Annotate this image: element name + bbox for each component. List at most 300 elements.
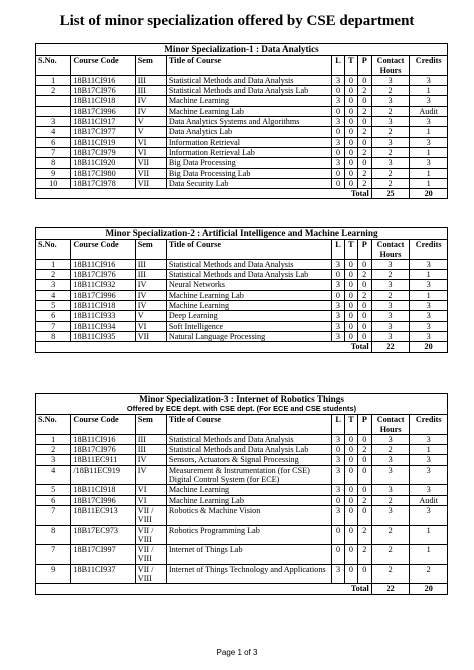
l-cell: 3 (332, 321, 345, 331)
course-row (36, 280, 448, 290)
sem-cell: IV (135, 455, 166, 465)
l-cell: 0 (332, 445, 345, 455)
course-code-cell: 18B17CI996 (71, 106, 135, 116)
course-code-header: Course Code (71, 56, 135, 76)
course-title-cell: Machine Learning Lab (166, 106, 331, 116)
contact-hours-cell: 3 (371, 75, 410, 85)
l-header: L (332, 240, 345, 260)
l-cell: 3 (332, 96, 345, 106)
course-title-cell: Statistical Methods and Data Analysis (166, 259, 331, 269)
t-header: T (344, 240, 357, 260)
t-cell: 0 (344, 321, 357, 331)
sem-cell: VII / VIII (135, 505, 166, 525)
total-row (36, 342, 448, 352)
credits-cell: 3 (410, 137, 448, 147)
contact-hours-cell: 3 (371, 259, 410, 269)
sno-cell: 8 (36, 525, 71, 545)
course-code-cell: 18B11CI916 (71, 75, 135, 85)
page-title: List of minor specialization offered by CSE department (59, 13, 415, 29)
credits-cell: 3 (410, 331, 448, 341)
t-cell: 0 (344, 505, 357, 525)
sno-cell: 2 (36, 270, 71, 280)
total-contact-hours: 25 (371, 189, 410, 199)
course-row (36, 505, 448, 525)
course-code-cell: 18B11CI933 (71, 311, 135, 321)
p-cell: 2 (357, 168, 371, 178)
contact-hours-cell: 3 (371, 321, 410, 331)
course-title-cell: Robotics & Machine Vision (166, 505, 331, 525)
p-cell: 0 (357, 96, 371, 106)
p-cell: 0 (357, 75, 371, 85)
course-row (36, 75, 448, 85)
course-code-cell: 18B11CI920 (71, 158, 135, 168)
course-title-cell: Internet of Things Technology and Applications (166, 564, 331, 584)
course-row (36, 331, 448, 341)
l-cell: 3 (332, 505, 345, 525)
t-cell: 0 (344, 290, 357, 300)
contact-hours-cell: 3 (371, 434, 410, 444)
p-cell: 2 (357, 178, 371, 188)
sno-cell: 1 (36, 259, 71, 269)
specialization-heading-row (36, 44, 448, 56)
sno-cell: 7 (36, 545, 71, 565)
specialization-name: Minor Specialization-2 : Artificial Intelligence and Machine Learning (105, 228, 378, 238)
p-cell: 0 (357, 301, 371, 311)
p-header: P (357, 56, 371, 76)
sno-cell (36, 106, 71, 116)
l-cell: 3 (332, 485, 345, 495)
t-cell: 0 (344, 96, 357, 106)
course-code-cell: 18B11CI918 (71, 485, 135, 495)
p-cell: 0 (357, 117, 371, 127)
contact-hours-cell: 2 (371, 545, 410, 565)
t-cell: 0 (344, 545, 357, 565)
p-header: P (357, 240, 371, 260)
credits-cell: 1 (410, 525, 448, 545)
sno-cell: 7 (36, 147, 71, 157)
credits-cell: 1 (410, 168, 448, 178)
t-cell: 0 (344, 106, 357, 116)
course-title-cell: Soft Intelligence (166, 321, 331, 331)
course-title-cell: Machine Learning (166, 485, 331, 495)
credits-cell: 1 (410, 127, 448, 137)
contact-hours-cell: 2 (371, 127, 410, 137)
sem-cell: VII / VIII (135, 545, 166, 565)
sem-header: Sem (135, 240, 166, 260)
t-cell: 0 (344, 301, 357, 311)
credits-header: Credits (410, 56, 448, 76)
p-cell: 0 (357, 505, 371, 525)
p-cell: 2 (357, 545, 371, 565)
sem-cell: VI (135, 147, 166, 157)
contact-hours-cell: 3 (371, 158, 410, 168)
p-cell: 0 (357, 331, 371, 341)
course-code-cell: /18B11EC919 (71, 465, 135, 485)
credits-cell: 3 (410, 505, 448, 525)
contact-hours-cell: 3 (371, 505, 410, 525)
course-title-cell: Statistical Methods and Data Analysis (166, 75, 331, 85)
course-title-cell: Statistical Methods and Data Analysis Lab (166, 270, 331, 280)
course-title-cell: Data Analytics Lab (166, 127, 331, 137)
t-cell: 0 (344, 117, 357, 127)
p-cell: 0 (357, 311, 371, 321)
sno-cell: 7 (36, 321, 71, 331)
sem-cell: IV (135, 465, 166, 485)
credits-cell: 3 (410, 280, 448, 290)
course-code-cell: 18B17CI978 (71, 178, 135, 188)
l-cell: 0 (332, 178, 345, 188)
column-header-row (36, 415, 448, 435)
sno-cell: 6 (36, 137, 71, 147)
sno-cell: 3 (36, 280, 71, 290)
t-cell: 0 (344, 127, 357, 137)
course-code-cell: 18B17CI976 (71, 445, 135, 455)
course-row (36, 434, 448, 444)
sem-cell: VI (135, 137, 166, 147)
sem-cell: IV (135, 96, 166, 106)
course-row (36, 147, 448, 157)
t-cell: 0 (344, 86, 357, 96)
l-cell: 0 (332, 545, 345, 565)
credits-cell: 3 (410, 158, 448, 168)
credits-cell: 3 (410, 117, 448, 127)
column-header-row (36, 240, 448, 260)
t-cell: 0 (344, 259, 357, 269)
t-cell: 0 (344, 178, 357, 188)
course-code-cell: 18B11CI916 (71, 259, 135, 269)
total-row (36, 189, 448, 199)
course-row (36, 259, 448, 269)
sno-cell: 9 (36, 168, 71, 178)
p-cell: 2 (357, 106, 371, 116)
sno-cell: 5 (36, 301, 71, 311)
course-title-cell: Big Data Processing (166, 158, 331, 168)
l-cell: 3 (332, 158, 345, 168)
contact-hours-header: Contact Hours (371, 415, 410, 435)
sem-cell: VII (135, 168, 166, 178)
credits-cell: 3 (410, 434, 448, 444)
course-row (36, 545, 448, 565)
course-row (36, 311, 448, 321)
specialization-table-2 (35, 227, 448, 353)
t-cell: 0 (344, 137, 357, 147)
total-label: Total (36, 342, 372, 352)
t-cell: 0 (344, 465, 357, 485)
credits-header: Credits (410, 240, 448, 260)
t-cell: 0 (344, 158, 357, 168)
contact-hours-cell: 2 (371, 86, 410, 96)
sem-cell: III (135, 259, 166, 269)
specialization-heading (36, 44, 448, 56)
specialization-heading-row (36, 228, 448, 240)
p-cell: 0 (357, 434, 371, 444)
specialization-name: Minor Specialization-1 : Data Analytics (164, 44, 319, 54)
total-label: Total (36, 189, 372, 199)
sno-cell: 6 (36, 495, 71, 505)
course-title-cell: Machine Learning Lab (166, 290, 331, 300)
course-code-cell: 18B17CI996 (71, 495, 135, 505)
course-code-cell: 18B17CI979 (71, 147, 135, 157)
course-code-cell: 18B11CI918 (71, 301, 135, 311)
contact-hours-cell: 2 (371, 445, 410, 455)
sno-cell: 2 (36, 445, 71, 455)
p-cell: 0 (357, 137, 371, 147)
l-cell: 3 (332, 465, 345, 485)
course-title-cell: Robotics Programming Lab (166, 525, 331, 545)
course-code-cell: 18B17EC973 (71, 525, 135, 545)
sno-cell: 7 (36, 505, 71, 525)
sno-cell: 3 (36, 455, 71, 465)
contact-hours-header: Contact Hours (371, 240, 410, 260)
t-cell: 0 (344, 564, 357, 584)
credits-cell: 3 (410, 311, 448, 321)
specialization-table-1 (35, 43, 448, 199)
course-title-cell: Natural Language Processing (166, 331, 331, 341)
sno-cell: 6 (36, 311, 71, 321)
course-code-cell: 18B17CI996 (71, 290, 135, 300)
l-cell: 3 (332, 331, 345, 341)
credits-cell: 1 (410, 445, 448, 455)
course-title-cell: Information Retrieval (166, 137, 331, 147)
l-cell: 0 (332, 86, 345, 96)
t-cell: 0 (344, 434, 357, 444)
t-cell: 0 (344, 495, 357, 505)
sem-cell: V (135, 127, 166, 137)
course-code-cell: 18B11CI937 (71, 564, 135, 584)
total-contact-hours: 22 (371, 584, 410, 594)
title-header: Title of Course (166, 415, 331, 435)
p-cell: 2 (357, 270, 371, 280)
p-cell: 0 (357, 564, 371, 584)
credits-cell: 2 (410, 564, 448, 584)
column-header-row (36, 56, 448, 76)
sno-header: S.No. (36, 240, 71, 260)
credits-cell: 3 (410, 485, 448, 495)
course-row (36, 455, 448, 465)
contact-hours-cell: 3 (371, 331, 410, 341)
sem-cell: VI (135, 485, 166, 495)
sem-cell: IV (135, 301, 166, 311)
sno-cell: 4 (36, 290, 71, 300)
course-row (36, 117, 448, 127)
credits-cell: 3 (410, 96, 448, 106)
course-row (36, 178, 448, 188)
course-row (36, 86, 448, 96)
credits-header: Credits (410, 415, 448, 435)
total-label: Total (36, 584, 372, 594)
p-cell: 2 (357, 445, 371, 455)
sem-cell: III (135, 434, 166, 444)
sem-cell: VII (135, 331, 166, 341)
sem-header: Sem (135, 56, 166, 76)
p-cell: 2 (357, 495, 371, 505)
contact-hours-cell: 2 (371, 147, 410, 157)
contact-hours-cell: 3 (371, 96, 410, 106)
course-row (36, 321, 448, 331)
t-cell: 0 (344, 311, 357, 321)
l-cell: 3 (332, 564, 345, 584)
course-title-cell: Statistical Methods and Data Analysis Lab (166, 86, 331, 96)
contact-hours-cell: 2 (371, 270, 410, 280)
course-title-cell: Measurement & Instrumentation (for CSE) Digital Control System (for ECE) (166, 465, 331, 485)
p-cell: 0 (357, 465, 371, 485)
credits-cell: 1 (410, 290, 448, 300)
contact-hours-cell: 2 (371, 106, 410, 116)
sem-cell: III (135, 75, 166, 85)
course-code-cell: 18B11CI918 (71, 96, 135, 106)
t-cell: 0 (344, 525, 357, 545)
total-contact-hours: 22 (371, 342, 410, 352)
sem-cell: VII / VIII (135, 525, 166, 545)
specialization-heading (36, 228, 448, 240)
contact-hours-cell: 2 (371, 178, 410, 188)
total-credits: 20 (410, 189, 448, 199)
contact-hours-cell: 3 (371, 280, 410, 290)
course-code-cell: 18B11CI916 (71, 434, 135, 444)
p-cell: 0 (357, 455, 371, 465)
course-title-cell: Statistical Methods and Data Analysis (166, 434, 331, 444)
course-code-cell: 18B11CI935 (71, 331, 135, 341)
course-code-cell: 18B17CI997 (71, 545, 135, 565)
l-header: L (332, 415, 345, 435)
course-title-cell: Machine Learning (166, 301, 331, 311)
course-title-cell: Statistical Methods and Data Analysis Lab (166, 445, 331, 455)
sem-cell: IV (135, 106, 166, 116)
course-title-cell: Sensors, Actuators & Signal Processing (166, 455, 331, 465)
credits-cell: Audit (410, 106, 448, 116)
credits-cell: 1 (410, 270, 448, 280)
sem-cell: VI (135, 495, 166, 505)
course-row (36, 290, 448, 300)
l-cell: 3 (332, 75, 345, 85)
page-footer: Page 1 of 3 (216, 648, 258, 657)
course-row (36, 137, 448, 147)
sem-header: Sem (135, 415, 166, 435)
contact-hours-cell: 3 (371, 301, 410, 311)
credits-cell: 1 (410, 178, 448, 188)
course-row (36, 301, 448, 311)
sem-cell: IV (135, 280, 166, 290)
sem-cell: IV (135, 290, 166, 300)
t-cell: 0 (344, 75, 357, 85)
sno-cell: 1 (36, 75, 71, 85)
p-cell: 0 (357, 485, 371, 495)
course-row (36, 495, 448, 505)
course-row (36, 525, 448, 545)
course-title-cell: Information Retrieval Lab (166, 147, 331, 157)
l-cell: 3 (332, 434, 345, 444)
p-header: P (357, 415, 371, 435)
sem-cell: III (135, 270, 166, 280)
total-credits: 20 (410, 584, 448, 594)
credits-cell: 1 (410, 147, 448, 157)
course-title-cell: Deep Learning (166, 311, 331, 321)
specialization-name: Minor Specialization-3 : Internet of Robotics Things (139, 394, 344, 404)
p-cell: 0 (357, 158, 371, 168)
l-cell: 3 (332, 117, 345, 127)
l-header: L (332, 56, 345, 76)
p-cell: 0 (357, 259, 371, 269)
sno-cell: 5 (36, 485, 71, 495)
l-cell: 3 (332, 137, 345, 147)
sno-cell: 1 (36, 434, 71, 444)
course-title-cell: Big Data Processing Lab (166, 168, 331, 178)
sem-cell: III (135, 445, 166, 455)
course-code-cell: 18B17CI977 (71, 127, 135, 137)
contact-hours-cell: 3 (371, 137, 410, 147)
t-cell: 0 (344, 485, 357, 495)
contact-hours-cell: 3 (371, 485, 410, 495)
p-cell: 2 (357, 147, 371, 157)
l-cell: 0 (332, 290, 345, 300)
p-cell: 2 (357, 290, 371, 300)
l-cell: 0 (332, 106, 345, 116)
course-row (36, 445, 448, 455)
sem-cell: III (135, 86, 166, 96)
course-code-header: Course Code (71, 415, 135, 435)
specialization-heading-row (36, 394, 448, 415)
credits-cell: 3 (410, 455, 448, 465)
sem-cell: VII / VIII (135, 564, 166, 584)
credits-cell: 3 (410, 301, 448, 311)
sno-cell (36, 96, 71, 106)
sno-cell: 9 (36, 564, 71, 584)
p-cell: 2 (357, 127, 371, 137)
l-cell: 3 (332, 455, 345, 465)
p-cell: 2 (357, 86, 371, 96)
total-row (36, 584, 448, 594)
l-cell: 0 (332, 270, 345, 280)
sno-header: S.No. (36, 56, 71, 76)
credits-cell: 1 (410, 86, 448, 96)
credits-cell: 3 (410, 259, 448, 269)
sno-cell: 10 (36, 178, 71, 188)
t-cell: 0 (344, 331, 357, 341)
course-row (36, 485, 448, 495)
course-row (36, 270, 448, 280)
contact-hours-cell: 3 (371, 311, 410, 321)
sno-cell: 2 (36, 86, 71, 96)
offered-by-note: Offered by ECE dept. with CSE dept. (For ECE and CSE students) (126, 404, 357, 414)
t-cell: 0 (344, 270, 357, 280)
contact-hours-cell: 2 (371, 168, 410, 178)
course-code-cell: 18B17CI976 (71, 270, 135, 280)
contact-hours-cell: 2 (371, 290, 410, 300)
course-title-cell: Internet of Things Lab (166, 545, 331, 565)
course-title-cell: Data Security Lab (166, 178, 331, 188)
sem-cell: VI (135, 321, 166, 331)
l-cell: 0 (332, 168, 345, 178)
contact-hours-cell: 3 (371, 465, 410, 485)
course-code-cell: 18B11CI917 (71, 117, 135, 127)
l-cell: 3 (332, 311, 345, 321)
contact-hours-cell: 2 (371, 564, 410, 584)
sem-cell: V (135, 117, 166, 127)
sem-cell: VII (135, 178, 166, 188)
course-title-cell: Machine Learning (166, 96, 331, 106)
course-code-cell: 18B11EC913 (71, 505, 135, 525)
contact-hours-cell: 3 (371, 117, 410, 127)
course-row (36, 158, 448, 168)
l-cell: 3 (332, 259, 345, 269)
credits-cell: Audit (410, 495, 448, 505)
sno-cell: 4 (36, 465, 71, 485)
sno-header: S.No. (36, 415, 71, 435)
sno-cell: 8 (36, 331, 71, 341)
sem-cell: VII (135, 158, 166, 168)
sno-cell: 3 (36, 117, 71, 127)
l-cell: 3 (332, 280, 345, 290)
